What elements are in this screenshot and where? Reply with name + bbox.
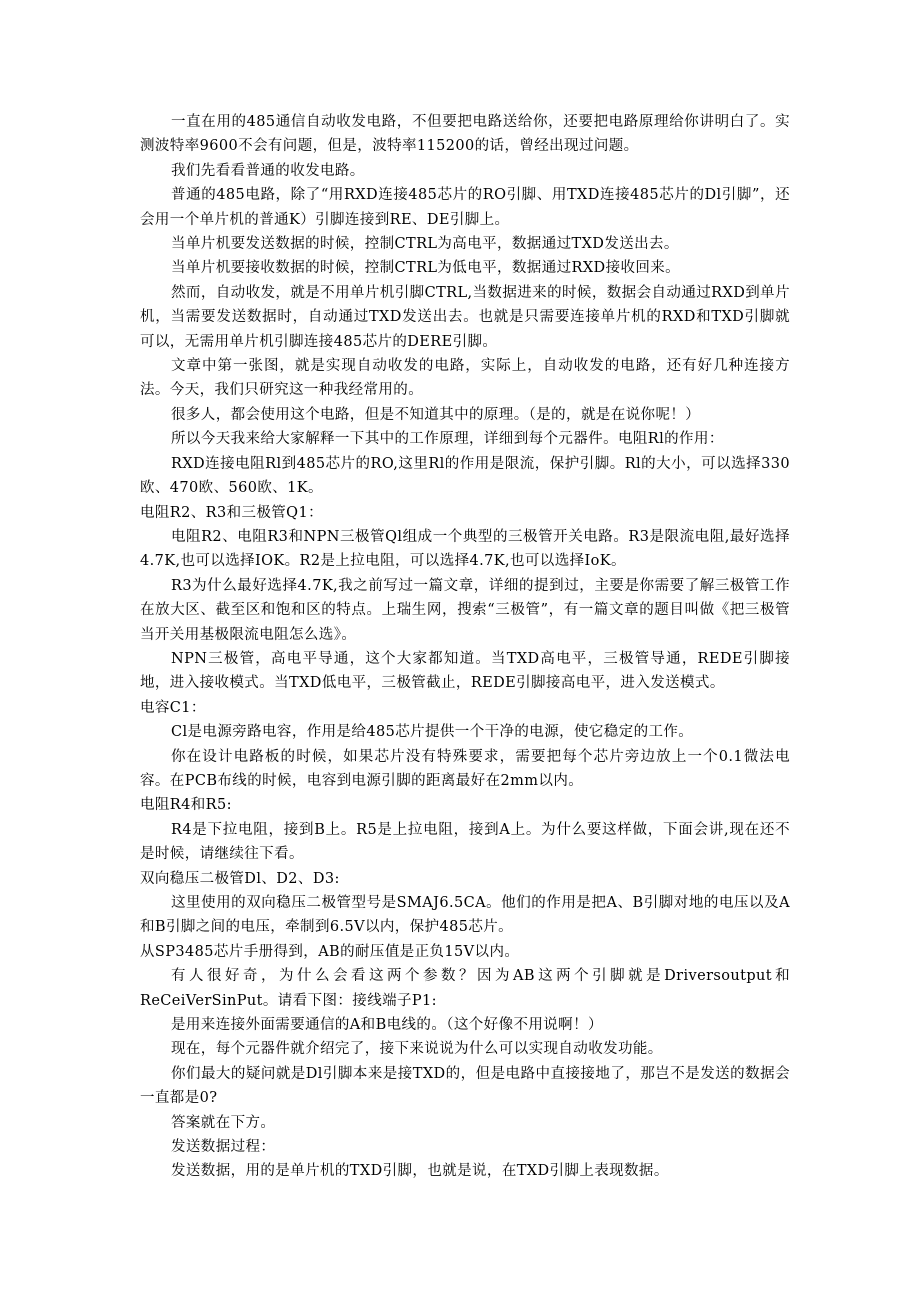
section-heading: 电阻R4和R5: bbox=[140, 797, 232, 814]
paragraph: 文章中第一张图，就是实现自动收发的电路，实际上，自动收发的电路，还有好几种连接方法。今天，我们只研究这一种我经常用的。 bbox=[140, 358, 790, 399]
paragraph: 一直在用的485通信自动收发电路，不但要把电路送给你，还要把电路原理给你讲明白了。实测波特率9600不会有问题，但是，波特率115200的话，曾经出现过问题。 bbox=[140, 114, 790, 155]
paragraph: 普通的485电路，除了“用RXD连接485芯片的RO引脚、用TXD连接485芯片的Dl引脚”，还会用一个单片机的普通K）引脚连接到RE、DE引脚上。 bbox=[140, 187, 790, 228]
paragraph: 电阻R2、电阻R3和NPN三极管Ql组成一个典型的三极管开关电路。R3是限流电阻,最好选择4.7K,也可以选择IOK。R2是上拉电阻，可以选择4.7K,也可以选择IoK。 bbox=[140, 528, 790, 570]
paragraph: 很多人，都会使用这个电路，但是不知道其中的原理。（是的，就是在说你呢！） bbox=[171, 406, 701, 423]
section-heading: 双向稳压二极管Dl、D2、D3: bbox=[140, 870, 340, 887]
paragraph: 然而，自动收发，就是不用单片机引脚CTRL,当数据进来的时候，数据会自动通过RXD到单片机，当需要发送数据时，自动通过TXD发送出去。也就是只需要连接单片机的RXD和TXD引脚就可以，无需用单片机引脚连接485芯片的DERE引脚。 bbox=[140, 284, 790, 350]
document-body bbox=[140, 110, 790, 1184]
paragraph: 有人很好奇，为什么会看这两个参数？因为AB这两个引脚就是Driversoutput和ReCeiVerSinPut。请看下图：接线端子P1: bbox=[140, 968, 790, 1009]
section-heading: 从SP3485芯片手册得到，AB的耐压值是正负15V以内。 bbox=[140, 943, 520, 960]
paragraph: 答案就在下方。 bbox=[171, 1114, 276, 1131]
paragraph: R3为什么最好选择4.7K,我之前写过一篇文章，详细的提到过，主要是你需要了解三极管工作在放大区、截至区和饱和区的特点。上瑞生网，搜索“三极管”，有一篇文章的题目叫做《把三极管当开关用基极限流电阻怎么选》。 bbox=[140, 577, 790, 643]
paragraph: NPN三极管，高电平导通，这个大家都知道。当TXD高电平，三极管导通，REDE引脚接地，进入接收模式。当TXD低电平，三极管截止，REDE引脚接高电平，进入发送模式。 bbox=[140, 650, 790, 692]
paragraph: 当单片机要接收数据的时候，控制CTRL为低电平，数据通过RXD接收回来。 bbox=[171, 260, 681, 277]
paragraph: 这里使用的双向稳压二极管型号是SMAJ6.5CA。他们的作用是把A、B引脚对地的电压以及A和B引脚之间的电压，牵制到6.5V以内，保护485芯片。 bbox=[140, 895, 790, 936]
section-heading: 电容C1： bbox=[140, 699, 206, 716]
paragraph: 当单片机要发送数据的时候，控制CTRL为高电平，数据通过TXD发送出去。 bbox=[171, 236, 679, 253]
section-heading: 电阻R2、R3和三极管Q1： bbox=[140, 504, 323, 521]
paragraph: 你们最大的疑问就是Dl引脚本来是接TXD的，但是电路中直接接地了，那岂不是发送的数据会一直都是0? bbox=[140, 1065, 790, 1107]
paragraph: 我们先看看普通的收发电路。 bbox=[171, 162, 365, 179]
paragraph: RXD连接电阻Rl到485芯片的RO,这里Rl的作用是限流，保护引脚。Rl的大小，可以选择330欧、470欧、560欧、1K。 bbox=[140, 455, 790, 497]
paragraph: 发送数据，用的是单片机的TXD引脚，也就是说，在TXD引脚上表现数据。 bbox=[171, 1163, 669, 1180]
paragraph: 是用来连接外面需要通信的A和B电线的。（这个好像不用说啊！） bbox=[171, 1017, 603, 1034]
paragraph: 你在设计电路板的时候，如果芯片没有特殊要求，需要把每个芯片旁边放上一个0.1微法电容。在PCB布线的时候，电容到电源引脚的距离最好在2mm以内。 bbox=[140, 748, 790, 789]
paragraph: 现在，每个元器件就介绍完了，接下来说说为什么可以实现自动收发功能。 bbox=[171, 1041, 663, 1058]
paragraph: Cl是电源旁路电容，作用是给485芯片提供一个干净的电源，使它稳定的工作。 bbox=[171, 724, 694, 741]
paragraph: R4是下拉电阻，接到B上。R5是上拉电阻，接到A上。为什么要这样做，下面会讲,现在还不是时候，请继续往下看。 bbox=[140, 821, 790, 863]
paragraph: 所以今天我来给大家解释一下其中的工作原理，详细到每个元器件。电阻Rl的作用： bbox=[171, 431, 724, 448]
paragraph: 发送数据过程： bbox=[171, 1139, 276, 1156]
